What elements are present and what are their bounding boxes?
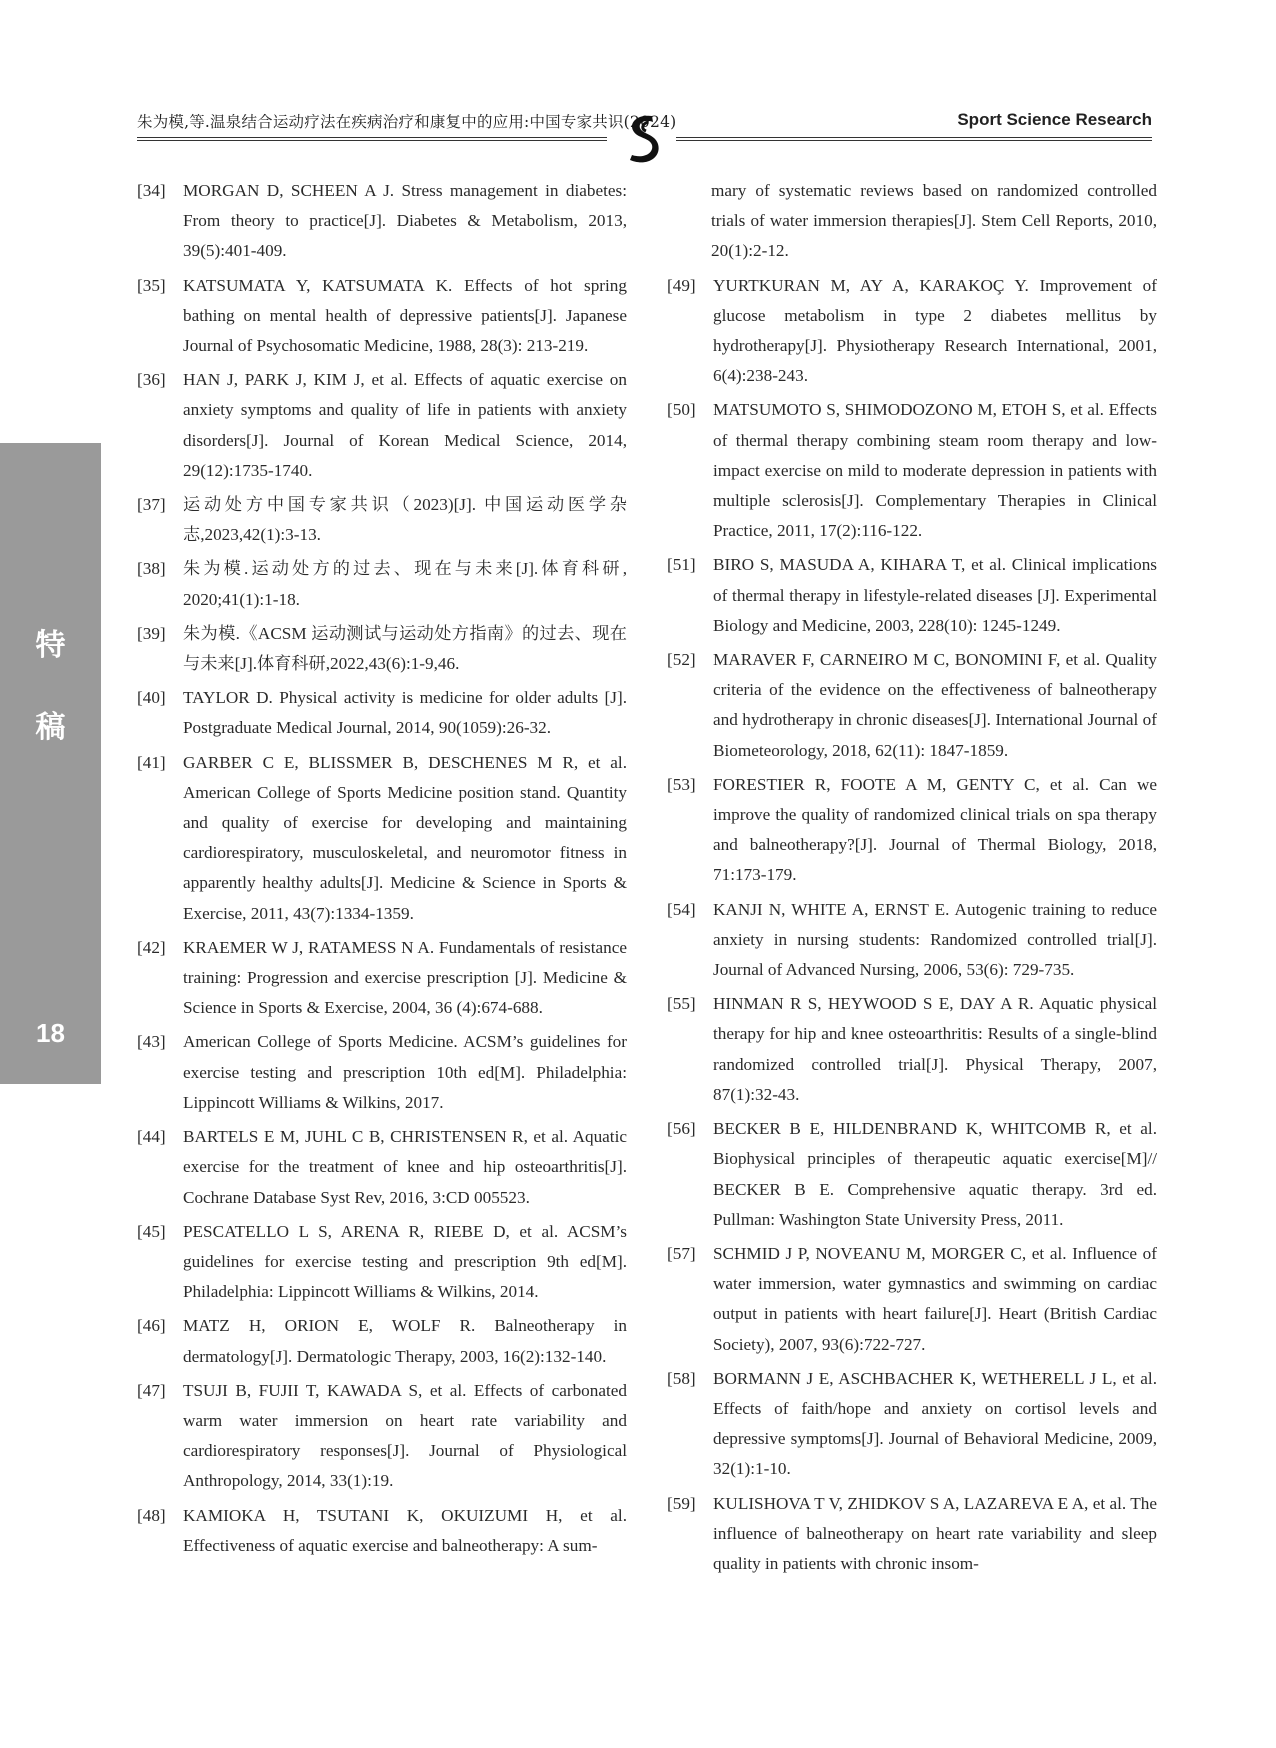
reference-number: [43]: [137, 1032, 166, 1052]
reference-text: TAYLOR D. Physical activity is medicine for older adults [J]. Postgraduate Medical Journal, 2014, 90(1059):26-32.: [183, 688, 627, 738]
reference-entry: [137, 619, 627, 679]
reference-entry: [137, 748, 627, 929]
reference-entry: [667, 1489, 1157, 1580]
reference-number: [44]: [137, 1127, 166, 1147]
reference-number: [57]: [667, 1243, 696, 1263]
reference-number: [37]: [137, 495, 166, 515]
reference-text: MATZ H, ORION E, WOLF R. Balneotherapy in dermatology[J]. Dermatologic Therapy, 2003, 16(2):132-140.: [183, 1316, 627, 1366]
reference-text: American College of Sports Medicine. ACSM’s guidelines for exercise testing and prescription 10th ed[M]. Philadelphia: Lippincott Williams & Wilkins, 2017.: [183, 1032, 627, 1112]
reference-text: 朱为模.运动处方的过去、现在与未来[J].体育科研, 2020;41(1):1-18.: [183, 559, 627, 609]
reference-number: [46]: [137, 1316, 166, 1336]
reference-text: YURTKURAN M, AY A, KARAKOÇ Y. Improvement of glucose metabolism in type 2 diabetes mellitus by hydrotherapy[J]. Physiotherapy Research International, 2001, 6(4):238-243.: [713, 275, 1157, 386]
reference-text: BECKER B E, HILDENBRAND K, WHITCOMB R, et al. Biophysical principles of therapeutic aquatic exercise[M]// BECKER B E. Comprehensive aquatic therapy. 3rd ed. Pullman: Washington State University Press, 2011.: [713, 1119, 1157, 1229]
reference-entry: [137, 1311, 627, 1371]
reference-entry: [137, 1027, 627, 1118]
reference-text: MARAVER F, CARNEIRO M C, BONOMINI F, et al. Quality criteria of the evidence on the effectiveness of balneotherapy and hydrotherapy in chronic diseases[J]. International Journal of Biometeorology, 2018, 62(11): 1847-1859.: [713, 650, 1157, 760]
reference-number: [55]: [667, 994, 696, 1014]
reference-text: HINMAN R S, HEYWOOD S E, DAY A R. Aquatic physical therapy for hip and knee osteoarthritis: Results of a single-blind randomized controlled trial[J]. Physical Therapy, 2007, 87(1):32-43.: [713, 994, 1157, 1104]
reference-entry: [667, 550, 1157, 641]
reference-text: MORGAN D, SCHEEN A J. Stress management in diabetes: From theory to practice[J]. Diabetes & Metabolism, 2013, 39(5):401-409.: [183, 181, 627, 261]
reference-entry: [137, 365, 627, 486]
reference-number: [40]: [137, 688, 166, 708]
page-number: 18: [36, 1018, 65, 1048]
reference-entry: [667, 395, 1157, 546]
reference-text: KANJI N, WHITE A, ERNST E. Autogenic training to reduce anxiety in nursing students: Randomized controlled trial[J]. Journal of Advanced Nursing, 2006, 53(6): 729-735.: [713, 899, 1157, 980]
reference-entry: [137, 1217, 627, 1308]
reference-text: KRAEMER W J, RATAMESS N A. Fundamentals of resistance training: Progression and exercise prescription [J]. Medicine & Science in Sports & Exercise, 2004, 36 (4):674-688.: [183, 937, 627, 1018]
journal-name: Sport Science Research: [957, 110, 1152, 129]
reference-entry: [137, 933, 627, 1024]
reference-text: BIRO S, MASUDA A, KIHARA T, et al. Clinical implications of thermal therapy in lifestyle-related diseases [J]. Experimental Biology and Medicine, 2003, 228(10): 1245-1249.: [713, 555, 1157, 635]
header-rule-right-2: [676, 140, 1152, 141]
reference-number: [42]: [137, 937, 166, 957]
reference-entry: [137, 1122, 627, 1213]
reference-entry: [667, 645, 1157, 766]
reference-text: KAMIOKA H, TSUTANI K, OKUIZUMI H, et al. Effectiveness of aquatic exercise and balneotherapy: A sum-: [183, 1505, 627, 1555]
reference-entry: [667, 1364, 1157, 1485]
reference-entry: [137, 1376, 627, 1497]
right-reference-column: [667, 176, 1157, 1583]
reference-entry: [137, 271, 627, 362]
reference-text: KATSUMATA Y, KATSUMATA K. Effects of hot spring bathing on mental health of depressive patients[J]. Japanese Journal of Psychosomatic Medicine, 1988, 28(3): 213-219.: [183, 275, 627, 356]
reference-entry: [667, 770, 1157, 891]
reference-entry: [667, 271, 1157, 392]
reference-number: [48]: [137, 1505, 166, 1525]
reference-number: [35]: [137, 275, 166, 295]
reference-entry: [137, 554, 627, 614]
reference-continuation: mary of systematic reviews based on randomized controlled trials of water immersion therapies[J]. Stem Cell Reports, 2010, 20(1):2-12.: [711, 181, 1157, 261]
left-reference-column: [137, 176, 627, 1565]
reference-number: [47]: [137, 1380, 166, 1400]
reference-number: [52]: [667, 650, 696, 670]
running-header-title: 朱为模,等.温泉结合运动疗法在疾病治疗和康复中的应用:中国专家共识(2024): [137, 113, 677, 131]
reference-number: [56]: [667, 1119, 696, 1139]
header-rule-left: [137, 137, 607, 138]
reference-number: [58]: [667, 1368, 696, 1388]
reference-number: [53]: [667, 774, 696, 794]
reference-text: TSUJI B, FUJII T, KAWADA S, et al. Effects of carbonated warm water immersion on heart rate variability and cardiorespiratory responses[J]. Journal of Physiological Anthropology, 2014, 33(1):19.: [183, 1380, 627, 1491]
reference-entry: [137, 176, 627, 267]
reference-text: 朱为模.《ACSM 运动测试与运动处方指南》的过去、现在与未来[J].体育科研,2022,43(6):1-9,46.: [183, 623, 627, 674]
reference-entry: [137, 1501, 627, 1561]
reference-text: KULISHOVA T V, ZHIDKOV S A, LAZAREVA E A, et al. The influence of balneotherapy on heart rate variability and sleep quality in patients with chronic insom-: [713, 1493, 1157, 1573]
reference-number: [59]: [667, 1493, 696, 1513]
reference-text: FORESTIER R, FOOTE A M, GENTY C, et al. Can we improve the quality of randomized clinical trials on spa therapy and balneotherapy?[J]. Journal of Thermal Biology, 2018, 71:173-179.: [713, 774, 1157, 885]
reference-number: [49]: [667, 275, 696, 295]
reference-number: [50]: [667, 400, 696, 420]
reference-entry: [667, 989, 1157, 1110]
sidebar-char-2: 稿: [35, 710, 66, 745]
reference-number: [34]: [137, 181, 166, 200]
sidebar-char-1: 特: [35, 628, 66, 663]
reference-text: GARBER C E, BLISSMER B, DESCHENES M R, et al. American College of Sports Medicine position stand. Quantity and quality of exercise for developing and maintaining cardiorespiratory, musculoskeletal, and neuromotor fitness in apparently healthy adults[J]. Medicine & Science in Sports & Exercise, 2011, 43(7):1334-1359.: [183, 752, 627, 923]
reference-entry: [137, 683, 627, 743]
reference-number: [54]: [667, 899, 696, 919]
reference-text: HAN J, PARK J, KIM J, et al. Effects of aquatic exercise on anxiety symptoms and quality of life in patients with anxiety disorders[J]. Journal of Korean Medical Science, 2014, 29(12):1735-1740.: [183, 370, 627, 480]
reference-number: [41]: [137, 752, 166, 772]
reference-number: [39]: [137, 623, 166, 643]
reference-entry: [667, 1114, 1157, 1235]
reference-number: [51]: [667, 555, 696, 575]
reference-text: 运动处方中国专家共识（2023)[J]. 中国运动医学杂志,2023,42(1):3-13.: [183, 495, 627, 545]
header-rule-right: [676, 137, 1152, 138]
section-sidebar: [0, 443, 101, 1084]
reference-number: [36]: [137, 370, 166, 390]
reference-number: [45]: [137, 1221, 166, 1241]
reference-text: BORMANN J E, ASCHBACHER K, WETHERELL J L, et al. Effects of faith/hope and anxiety on cortisol levels and depressive symptoms[J]. Journal of Behavioral Medicine, 2009, 32(1):1-10.: [713, 1368, 1157, 1479]
reference-text: PESCATELLO L S, ARENA R, RIEBE D, et al. ACSM’s guidelines for exercise testing and prescription 9th ed[M]. Philadelphia: Lippincott Williams & Wilkins, 2014.: [183, 1221, 627, 1302]
reference-number: [38]: [137, 559, 166, 579]
reference-entry: [667, 895, 1157, 986]
header-rule-left-2: [137, 140, 607, 141]
reference-text: MATSUMOTO S, SHIMODOZONO M, ETOH S, et al. Effects of thermal therapy combining steam room therapy and low-impact exercise on mild to moderate depression in patients with multiple sclerosis[J]. Complementary Therapies in Clinical Practice, 2011, 17(2):116-122.: [713, 400, 1157, 541]
reference-entry: [667, 1239, 1157, 1360]
journal-logo-icon: [622, 112, 664, 168]
reference-text: BARTELS E M, JUHL C B, CHRISTENSEN R, et al. Aquatic exercise for the treatment of knee and hip osteoarthritis[J]. Cochrane Database Syst Rev, 2016, 3:CD 005523.: [183, 1127, 627, 1207]
reference-text: SCHMID J P, NOVEANU M, MORGER C, et al. Influence of water immersion, water gymnastics and swimming on cardiac output in patients with heart failure[J]. Heart (British Cardiac Society), 2007, 93(6):722-727.: [713, 1243, 1157, 1354]
reference-entry: [137, 490, 627, 550]
